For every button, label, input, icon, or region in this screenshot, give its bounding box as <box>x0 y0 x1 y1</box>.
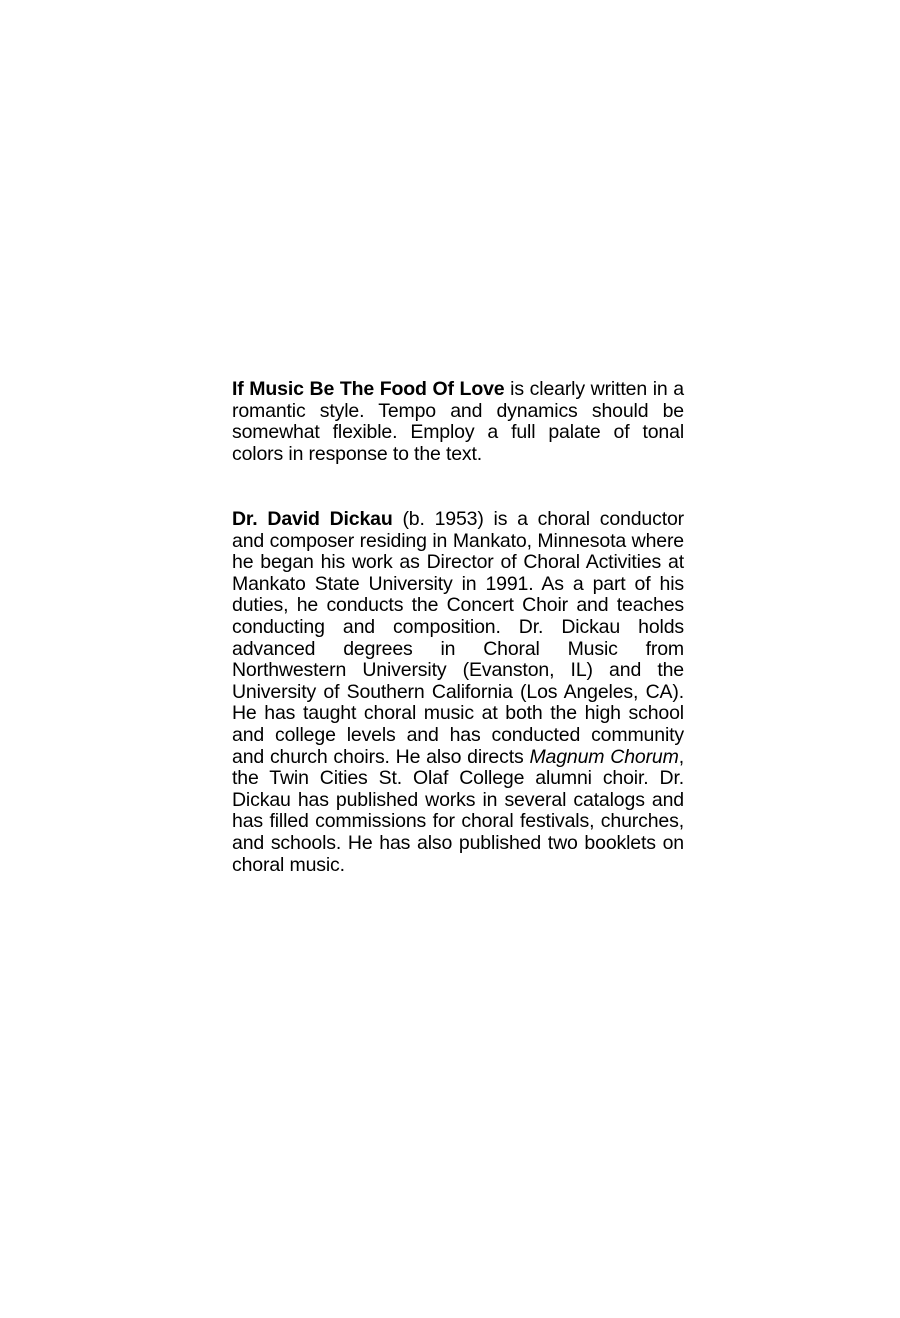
intro-text <box>232 379 684 465</box>
bio-text <box>232 509 684 876</box>
choir-name: Magnum Chorum <box>529 745 679 768</box>
bio-text-part-1: (b. 1953) is a choral conductor and composer residing in Mankato, Minnesota where he began his work as Director of Choral Activities at Mankato State University in 1991. As a part of his duties, he conducts the Concert Choir and teaches conducting and composition. Dr. Dickau holds advanced degrees in Choral Music from Northwestern University (Evanston, IL) and the University of Southern California (Los Angeles, CA). He has taught choral music at both the high school and college levels and has conducted community and church choirs. He also directs <box>232 508 684 768</box>
composer-name: Dr. David Dickau <box>232 508 393 530</box>
bio-text-part-2: , the Twin Cities St. Olaf College alumni choir. Dr. Dickau has published works in several catalogs and has filled commissions for choral festivals, churches, and schools. He has also published two booklets on choral music. <box>232 745 684 876</box>
intro-body: is clearly written in a romantic style. Tempo and dynamics should be somewhat flexible. Employ a full palate of tonal colors in response to the text. <box>232 378 685 465</box>
intro-paragraph <box>232 379 684 465</box>
composer-bio-paragraph <box>232 509 684 876</box>
piece-title: If Music Be The Food Of Love <box>232 378 505 400</box>
